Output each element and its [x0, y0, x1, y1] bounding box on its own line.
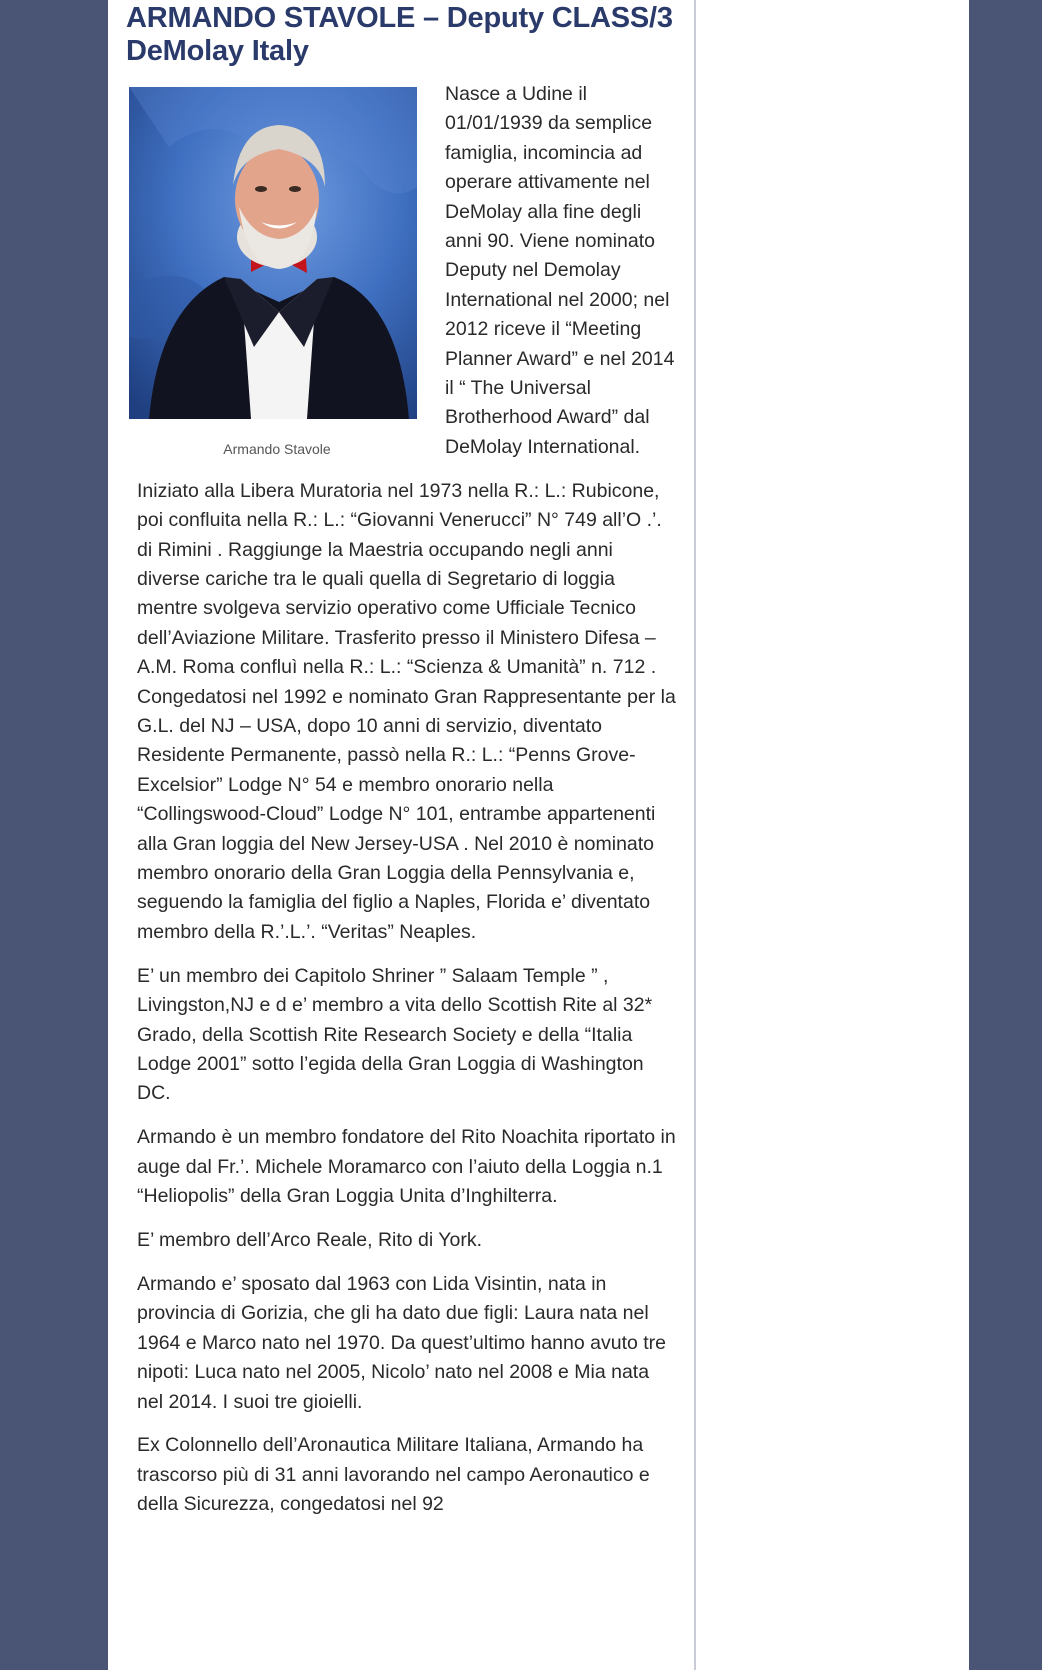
paragraph-birth: Nasce a Udine il 01/01/1939 da semplice famiglia, incomincia ad operare attivamente nel DeMolay alla fine degli anni 90. Viene nominato Deputy nel Demolay International nel 2000; nel 2012 riceve il “Meeting Planner Award” e nel 2014 il “ The Universal Brotherhood Award” dal DeMolay International. — [445, 83, 675, 458]
sidebar-column — [696, 0, 969, 1670]
portrait-figure — [127, 87, 427, 458]
paragraph-career: Ex Colonnello dell’Aronautica Militare Italiana, Armando ha trascorso più di 31 anni lavorando nel campo Aeronautico e della Sicurezza, congedatosi nel 92 — [137, 1434, 650, 1516]
page-content — [108, 0, 969, 1670]
article-body — [137, 80, 677, 1534]
paragraph-freemasonry: Iniziato alla Libera Muratoria nel 1973 nella R.: L.: Rubicone, poi confluita nella R.: L.: “Giovanni Venerucci” N° 749 all’O .’. di Rimini . Raggiunge la Maestria occupando negli anni diverse cariche tra le quali quella di Segretario di loggia mentre svolgeva servizio operativo come Ufficiale Tecnico dell’Aviazione Militare. Trasferito presso il Ministero Difesa – A.M. Roma confluì nella R.: L.: “Scienza & Umanità” n. 712 . Congedatosi nel 1992 e nominato Gran Rappresentante per la G.L. del NJ – USA, dopo 10 anni di servizio, diventato Residente Permanente, passò nella R.: L.: “Penns Grove-Excelsior” Lodge N° 54 e membro onorario nella “Collingswood-Cloud” Lodge N° 101, entrambe appartenenti alla Gran loggia del New Jersey-USA . Nel 2010 è nominato membro onorario della Gran Loggia della Pennsylvania e, seguendo la famiglia del figlio a Naples, Florida e’ diventato membro della R.’.L.’. “Veritas” Neaples. — [137, 479, 676, 943]
article-title: ARMANDO STAVOLE – Deputy CLASS/3 DeMolay Italy — [126, 2, 673, 67]
portrait-image — [129, 87, 417, 419]
portrait-photo[interactable] — [129, 87, 417, 419]
paragraph-family: Armando e’ sposato dal 1963 con Lida Visintin, nata in provincia di Gorizia, che gli ha dato due figli: Laura nata nel 1964 e Marco nato nel 1970. Da quest’ultimo hanno avuto tre nipoti: Luca nato nel 2005, Nicolo’ nato nel 2008 e Mia nata nel 2014. I suoi tre gioielli. — [137, 1272, 667, 1413]
article — [108, 0, 695, 1670]
portrait-caption: Armando Stavole — [223, 441, 331, 457]
paragraph-shriner: E’ un membro dei Capitolo Shriner ” Salaam Temple ” , Livingston,NJ e d e’ membro a vita dello Scottish Rite al 32* Grado, della Scottish Rite Research Society e della “Italia Lodge 2001” sotto l’egida della Gran Loggia di Washington DC. — [137, 964, 653, 1105]
paragraph-royal-arch: E’ membro dell’Arco Reale, Rito di York. — [137, 1229, 483, 1252]
paragraph-noachite-rite: Armando è un membro fondatore del Rito Noachita riportato in auge dal Fr.’. Michele Moramarco con l’aiuto della Loggia n.1 “Heliopolis” della Gran Loggia Unita d’Inghilterra. — [137, 1126, 676, 1208]
